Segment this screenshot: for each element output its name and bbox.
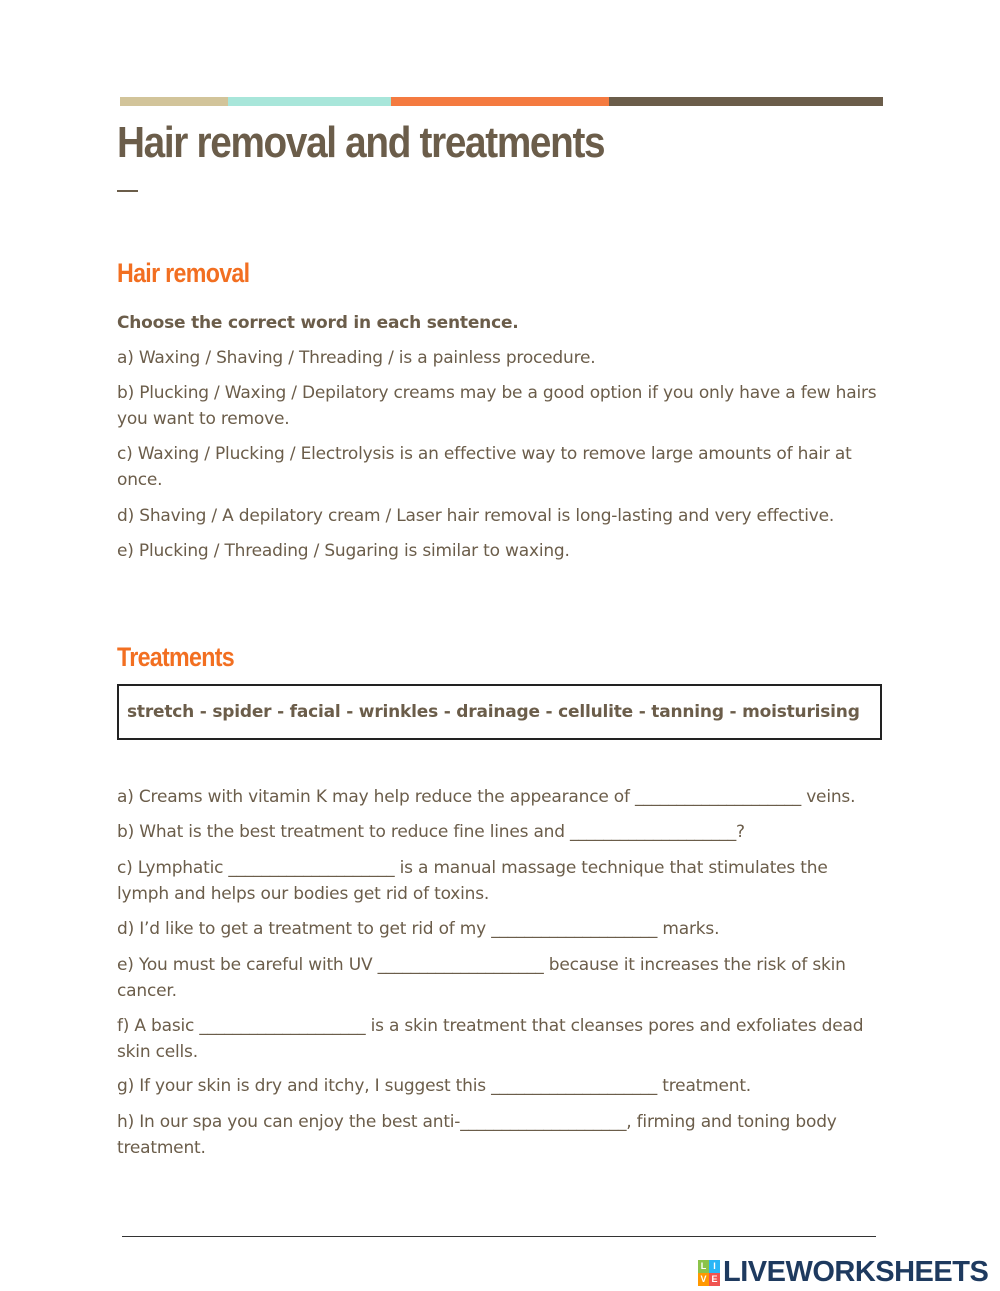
hair-removal-instruction: Choose the correct word in each sentence. bbox=[117, 313, 519, 333]
treatment-item-h[interactable]: h) In our spa you can enjoy the best anti-____________________, firming and toning body treatment. bbox=[117, 1112, 837, 1158]
color-bar-segment-orange bbox=[391, 97, 609, 106]
logo-square-v: V bbox=[698, 1273, 709, 1286]
hair-removal-item-c[interactable]: c) Waxing / Plucking / Electrolysis is an effective way to remove large amounts of hair at once. bbox=[117, 444, 852, 490]
hair-removal-item-a[interactable]: a) Waxing / Shaving / Threading / is a painless procedure. bbox=[117, 348, 596, 368]
liveworksheets-logo[interactable] bbox=[698, 1256, 988, 1289]
logo-square-e: E bbox=[709, 1273, 720, 1286]
color-bar-segment-brown bbox=[609, 97, 883, 106]
hair-removal-item-d[interactable]: d) Shaving / A depilatory cream / Laser hair removal is long-lasting and very effective. bbox=[117, 506, 835, 526]
logo-square-i: I bbox=[709, 1260, 720, 1273]
page-title: Hair removal and treatments bbox=[117, 118, 605, 167]
section-heading-hair-removal: Hair removal bbox=[117, 258, 250, 288]
treatment-item-e[interactable]: e) You must be careful with UV ____________________ because it increases the risk of skin cancer. bbox=[117, 955, 846, 1001]
title-underline-dash bbox=[117, 190, 138, 192]
treatment-item-b[interactable]: b) What is the best treatment to reduce fine lines and ____________________? bbox=[117, 822, 745, 842]
treatment-item-d[interactable]: d) I’d like to get a treatment to get rid of my ____________________ marks. bbox=[117, 919, 720, 939]
liveworksheets-logo-text: LIVEWORKSHEETS bbox=[723, 1256, 989, 1288]
treatment-item-g[interactable]: g) If your skin is dry and itchy, I suggest this ____________________ treatment. bbox=[117, 1076, 751, 1096]
word-bank-text: stretch - spider - facial - wrinkles - drainage - cellulite - tanning - moisturising bbox=[127, 702, 860, 722]
logo-square-l: L bbox=[698, 1260, 709, 1273]
hair-removal-item-e[interactable]: e) Plucking / Threading / Sugaring is similar to waxing. bbox=[117, 541, 570, 561]
color-bar-segment-tan bbox=[120, 97, 228, 106]
hair-removal-item-b[interactable]: b) Plucking / Waxing / Depilatory creams may be a good option if you only have a few hairs you want to remove. bbox=[117, 383, 877, 429]
treatment-item-c[interactable]: c) Lymphatic ____________________ is a manual massage technique that stimulates the lymph and helps our bodies get rid of toxins. bbox=[117, 858, 828, 904]
decorative-color-bar bbox=[120, 97, 883, 106]
footer-divider bbox=[122, 1236, 876, 1237]
treatment-item-a[interactable]: a) Creams with vitamin K may help reduce the appearance of ____________________ veins. bbox=[117, 787, 856, 807]
word-bank-box bbox=[117, 684, 882, 740]
section-heading-treatments: Treatments bbox=[117, 642, 235, 672]
treatment-item-f[interactable]: f) A basic ____________________ is a skin treatment that cleanses pores and exfoliates dead skin cells. bbox=[117, 1016, 864, 1062]
color-bar-segment-mint bbox=[228, 97, 391, 106]
liveworksheets-logo-icon bbox=[698, 1260, 720, 1286]
